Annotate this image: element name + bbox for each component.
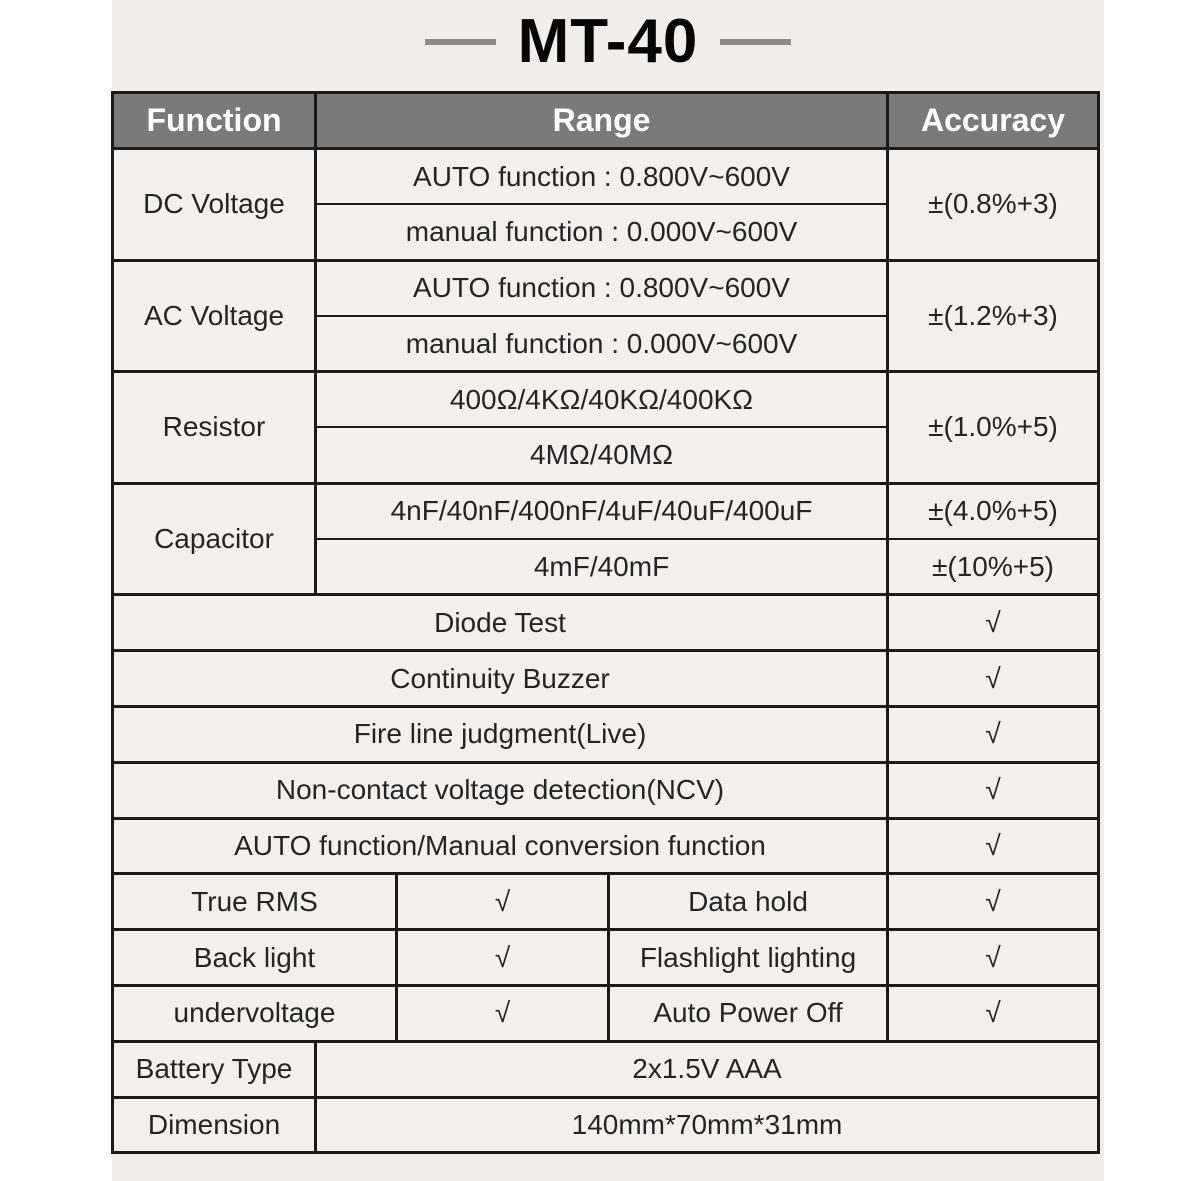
content-area (112, 0, 1104, 1181)
header-accuracy: Accuracy (888, 93, 1099, 149)
row-fire-line-judgment (113, 706, 1099, 762)
title-block (112, 6, 1104, 78)
cell-auto-power-off-check: √ (888, 985, 1099, 1041)
cell-capacitor-accuracy-1: ±(4.0%+5) (888, 483, 1099, 539)
cell-dc-range-auto: AUTO function : 0.800V~600V (316, 149, 888, 205)
cell-data-hold-label: Data hold (609, 874, 888, 930)
row-undervoltage-auto-power-off (113, 985, 1099, 1041)
cell-auto-power-off-label: Auto Power Off (609, 985, 888, 1041)
row-dimension (113, 1097, 1099, 1153)
cell-fire-line-check: √ (888, 706, 1099, 762)
cell-capacitor-accuracy-2: ±(10%+5) (888, 539, 1099, 595)
cell-ac-function: AC Voltage (113, 260, 316, 372)
header-row (113, 93, 1099, 149)
cell-dc-range-manual: manual function : 0.000V~600V (316, 204, 888, 260)
page-title: MT-40 (517, 7, 699, 76)
cell-back-light-label: Back light (113, 930, 397, 986)
cell-auto-manual-label: AUTO function/Manual conversion function (113, 818, 888, 874)
cell-ncv-check: √ (888, 762, 1099, 818)
row-auto-manual-conversion (113, 818, 1099, 874)
cell-flashlight-label: Flashlight lighting (609, 930, 888, 986)
cell-resistor-range-1: 400Ω/4KΩ/40KΩ/400KΩ (316, 372, 888, 428)
cell-flashlight-check: √ (888, 930, 1099, 986)
row-true-rms-data-hold (113, 874, 1099, 930)
cell-dc-function: DC Voltage (113, 149, 316, 261)
cell-dimension-value: 140mm*70mm*31mm (316, 1097, 1099, 1153)
cell-data-hold-check: √ (888, 874, 1099, 930)
header-function: Function (113, 93, 316, 149)
row-ncv-detection (113, 762, 1099, 818)
cell-dimension-label: Dimension (113, 1097, 316, 1153)
cell-diode-test-check: √ (888, 595, 1099, 651)
cell-continuity-buzzer-label: Continuity Buzzer (113, 651, 888, 707)
cell-auto-manual-check: √ (888, 818, 1099, 874)
row-back-light-flashlight (113, 930, 1099, 986)
cell-ac-range-auto: AUTO function : 0.800V~600V (316, 260, 888, 316)
row-battery-type (113, 1041, 1099, 1097)
row-continuity-buzzer (113, 651, 1099, 707)
row-dc-voltage-auto (113, 149, 1099, 205)
cell-capacitor-function: Capacitor (113, 483, 316, 595)
cell-continuity-buzzer-check: √ (888, 651, 1099, 707)
cell-resistor-function: Resistor (113, 372, 316, 484)
cell-undervoltage-check: √ (397, 985, 609, 1041)
cell-dc-accuracy: ±(0.8%+3) (888, 149, 1099, 261)
title-dash-right (720, 39, 791, 45)
cell-ac-accuracy: ±(1.2%+3) (888, 260, 1099, 372)
cell-ac-range-manual: manual function : 0.000V~600V (316, 316, 888, 372)
row-ac-voltage-auto (113, 260, 1099, 316)
row-resistor-1 (113, 372, 1099, 428)
cell-battery-type-label: Battery Type (113, 1041, 316, 1097)
cell-fire-line-label: Fire line judgment(Live) (113, 706, 888, 762)
cell-undervoltage-label: undervoltage (113, 985, 397, 1041)
cell-capacitor-range-1: 4nF/40nF/400nF/4uF/40uF/400uF (316, 483, 888, 539)
row-diode-test (113, 595, 1099, 651)
cell-ncv-label: Non-contact voltage detection(NCV) (113, 762, 888, 818)
cell-resistor-accuracy: ±(1.0%+5) (888, 372, 1099, 484)
cell-battery-type-value: 2x1.5V AAA (316, 1041, 1099, 1097)
cell-diode-test-label: Diode Test (113, 595, 888, 651)
spec-table (111, 91, 1100, 1154)
cell-back-light-check: √ (397, 930, 609, 986)
cell-capacitor-range-2: 4mF/40mF (316, 539, 888, 595)
cell-true-rms-check: √ (397, 874, 609, 930)
row-capacitor-1 (113, 483, 1099, 539)
cell-true-rms-label: True RMS (113, 874, 397, 930)
header-range: Range (316, 93, 888, 149)
title-dash-left (425, 39, 496, 45)
cell-resistor-range-2: 4MΩ/40MΩ (316, 427, 888, 483)
